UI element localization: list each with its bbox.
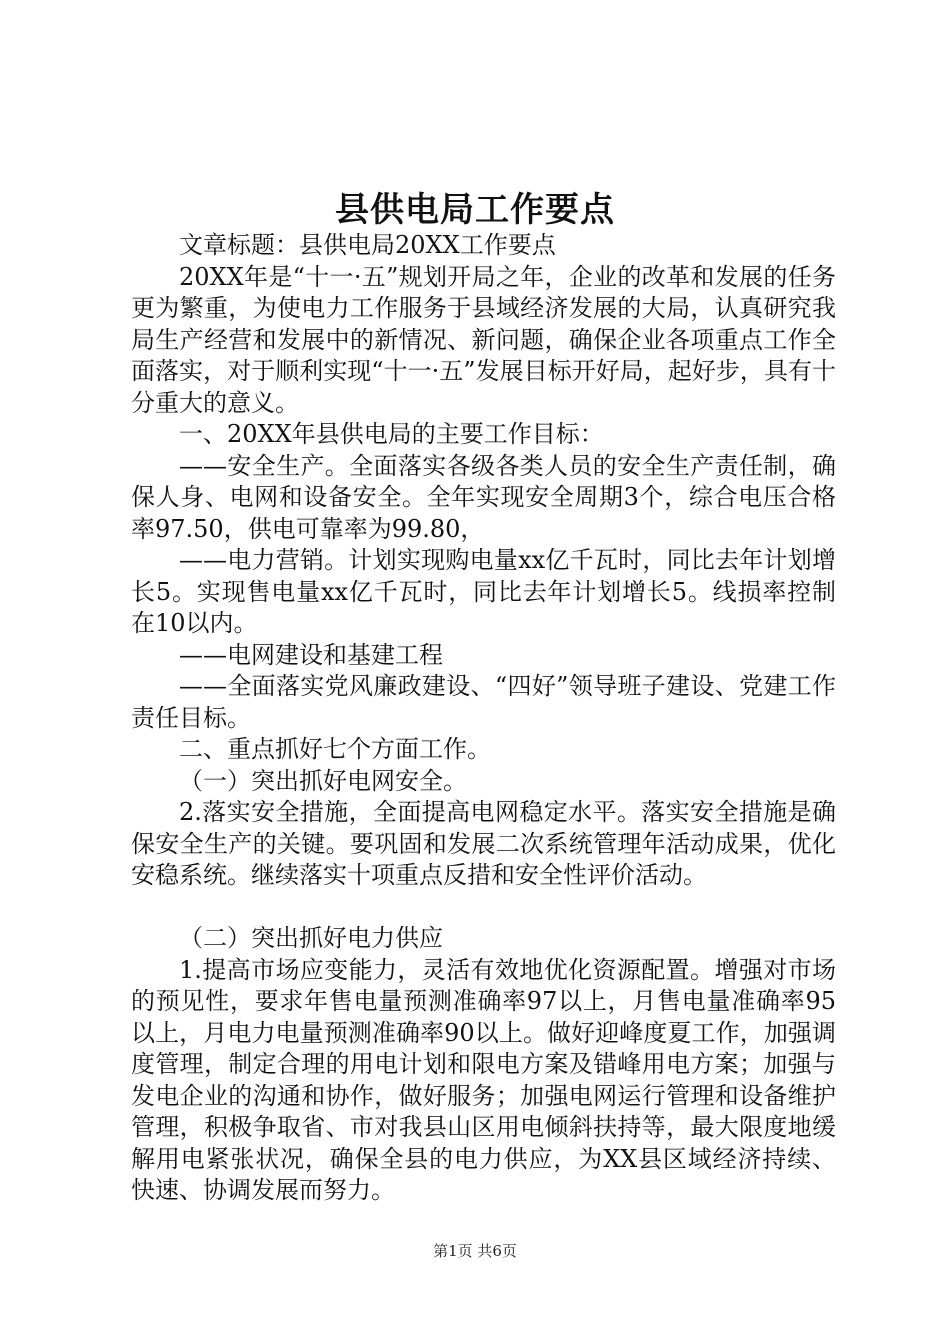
page-number-footer: 第1页 共6页 [433, 1242, 517, 1260]
paragraph-section-2-heading: 二、重点抓好七个方面工作。 [179, 735, 491, 763]
paragraph-subsection-1-heading: （一）突出抓好电网安全。 [179, 766, 467, 795]
paragraph-intro: 20XX年是“十一·五”规划开局之年，企业的改革和发展的任务更为繁重，为使电力工作服务于县域经济发展的大局，认真研究我局生产经营和发展中的新情况、新问题，确保企业各项重点工作全面落实，对于顺利实现“十一·五”发展目标开好局，起好步，具有十分重大的意义。 [131, 262, 836, 417]
paragraph-section-1-heading: 一、20XX年县供电局的主要工作目标： [179, 420, 604, 448]
paragraph-market-adaptability: 1.提高市场应变能力，灵活有效地优化资源配置。增强对市场的预见性，要求年售电量预测准确率97以上，月售电量准确率95以上，月电力电量预测准确率90以上。做好迎峰度夏工作，加强调度管理，制定合理的用电计划和限电方案及错峰用电方案；加强与发电企业的沟通和协作，做好服务；加强电网运行管理和设备维护管理，积极争取省、市对我县山区用电倾斜扶持等，最大限度地缓解用电紧张状况，确保全县的电力供应，为XX县区域经济持续、快速、协调发展而努力。 [131, 955, 836, 1204]
document-body [131, 230, 836, 1207]
paragraph-subsection-2-heading: （二）突出抓好电力供应 [179, 924, 443, 952]
document-title: 县供电局工作要点 [335, 190, 615, 230]
paragraph-safety-measures: 2.落实安全措施，全面提高电网稳定水平。落实安全措施是确保安全生产的关键。要巩固和发展二次系统管理年活动成果，优化安稳系统。继续落实十项重点反措和安全性评价活动。 [131, 798, 836, 889]
paragraph-grid-construction-goal: ——电网建设和基建工程 [179, 640, 443, 669]
paragraph-party-building-goal: ——全面落实党风廉政建设、“四好”领导班子建设、党建工作责任目标。 [131, 672, 836, 732]
paragraph-marketing-goal: ——电力营销。计划实现购电量xx亿千瓦时，同比去年计划增长5。实现售电量xx亿千瓦时，同比去年计划增长5。线损率控制在10以内。 [131, 546, 836, 637]
paragraph-article-title: 文章标题：县供电局20XX工作要点 [179, 231, 556, 259]
paragraph-safety-goal: ——安全生产。全面落实各级各类人员的安全生产责任制，确保人身、电网和设备安全。全年实现安全周期3个，综合电压合格率97.50，供电可靠率为99.80， [131, 451, 836, 543]
